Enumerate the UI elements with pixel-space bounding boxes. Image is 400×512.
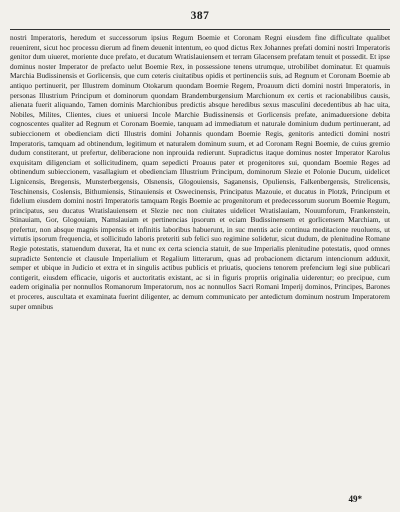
page-number: 387 [190, 10, 210, 22]
header-rule [10, 29, 390, 30]
signature-mark: 49* [348, 494, 362, 504]
body-text: nostri Imperatoris, heredum et successorum ipsius Regum Boemie et Coronam Regni eiusdem fine difficultate qualibet reuenirent, sicut hoc processu dierum ad finem deuenit intentum, eo quod dictus Rex Johannes prefati domini nostri Imperatoris genitor dum uiueret, moriente duce prefato, et ducatum Wratislauiensem et terram Glacensem prefatam tenuit et possedit. Et ipse dominus noster Imperator de prefacto uelut Boemie Rex, in possessione tenens utrumque, utrobilibet dominatur. Et quamuis Marchia Budissinensis et Gorlicensis, que cum ceteris ciuitatibus opidis et pertinenciis suis, ad Regnum et Coronam Boemie ab antiquo pertinuerit, per Illustrem dominum Otokarum quondam Boemie Regem, Proauum dicti domini nostri Imperatoris, in personas Illustrium Principum et dominorum quondam Brandemburgensium Marchionum ex certis et racionabilibus causis, alienata fuerit aliquando, Tamen dominis Marchionibus predictis absque heredibus sexus masculini decedentibus ab hac uita, Nobiles, Milites, Clientes, ciues et uniuersi Incole Marchie Budissinensis et Gorlicensis prefate, animaduersione debita cognoscentes qualiter ad Regnum et Coronam Boemie, tanquam ad immediatum et naturale dominium dudum pertinuerant, ad subieccionem et obedienciam dicti Illustris domini Johannis quondam Boemie Regis, genitoris antedicti domini nostri Imperatoris, tamquam ad obtinendum, legitimum et naturalem dominum suum, et ad Coronam Regni Boemie, de cuius gremio dudum constiterant, ut prefertur, deliberacione non inprouida redierunt. Supradictus itaque dominus noster Imperator Karolus exquisitam diligenciam et sollicitudinem, quam sepedicti Proauus pater et progenitores sui, quondam Boemie Reges ad obtinendum subieccionem, vasallagium et obedienciam Illustrium Principum, dominorum Slezie et Polonie Ducum, uidelicet Lignicensis, Bregensis, Munsterbergensis, Olsnensis, Glogouiensis, Saganensis, Opuliensis, Falkenbergensis, Strelicensis, Teschinensis, Coslensis, Bithumiensis, Stinauiensis et Oswecinensis, Principatus Mazouie, et ducatus in Plotzk, Principum et fidelium eiusdem domini nostri Imperatoris tamquam Regis Boemie ac progenitorum et predecessorum suorum Boemie Regum, principatus, seu ducatus Wratislauiensem et Slezie nec non ciuitates uidelicet Wratislauiam, Nouumforum, Frankenstein, Stinauiam, Gor, Glogouiam, Namslauiam et pertinencias ipsorum et eciam Budissinensem et gorlicensem Marchiam, ut prefertur, non absque magnis impensis et infinitis laboribus habuerunt, in suc mentis acie continua meditacione reuoluens, ut virtutis ipsorum frequencia, et sollicitudo laboris preteriti sub felici suo regimine solidetur, sicut dudum, de plenitudine Romane Regie potestatis, statuendum duxerat, Ita et nunc ex certa sciencia statuit, de sue Imperialis plenitudine potestatis, quod omnes supradicte Sentencie et clausule Imperialium et Regalium litterarum, quas ad probacionem dictarum intencionum adduxit, semper et ubique in Judicio et extra et in singulis actibus publicis et priuatis, quociens tenorem prefencium legi siue publicari contigerit, eiusdem efficacie, uigoris et auctoritatis existant, ac si in figuris propriis originalia uiderentur; eo precipue, cum eadem originalia per nonnullos Romanorum Imperatorum, nos ac nonnullos Sacri Romani Imperij dominos, Principes, Barones et proceres, auscultata et examinata fuerint diligenter, ac demum communicato per antedictum dominum nostrum Imperatorem super omnibus [10, 33, 390, 311]
